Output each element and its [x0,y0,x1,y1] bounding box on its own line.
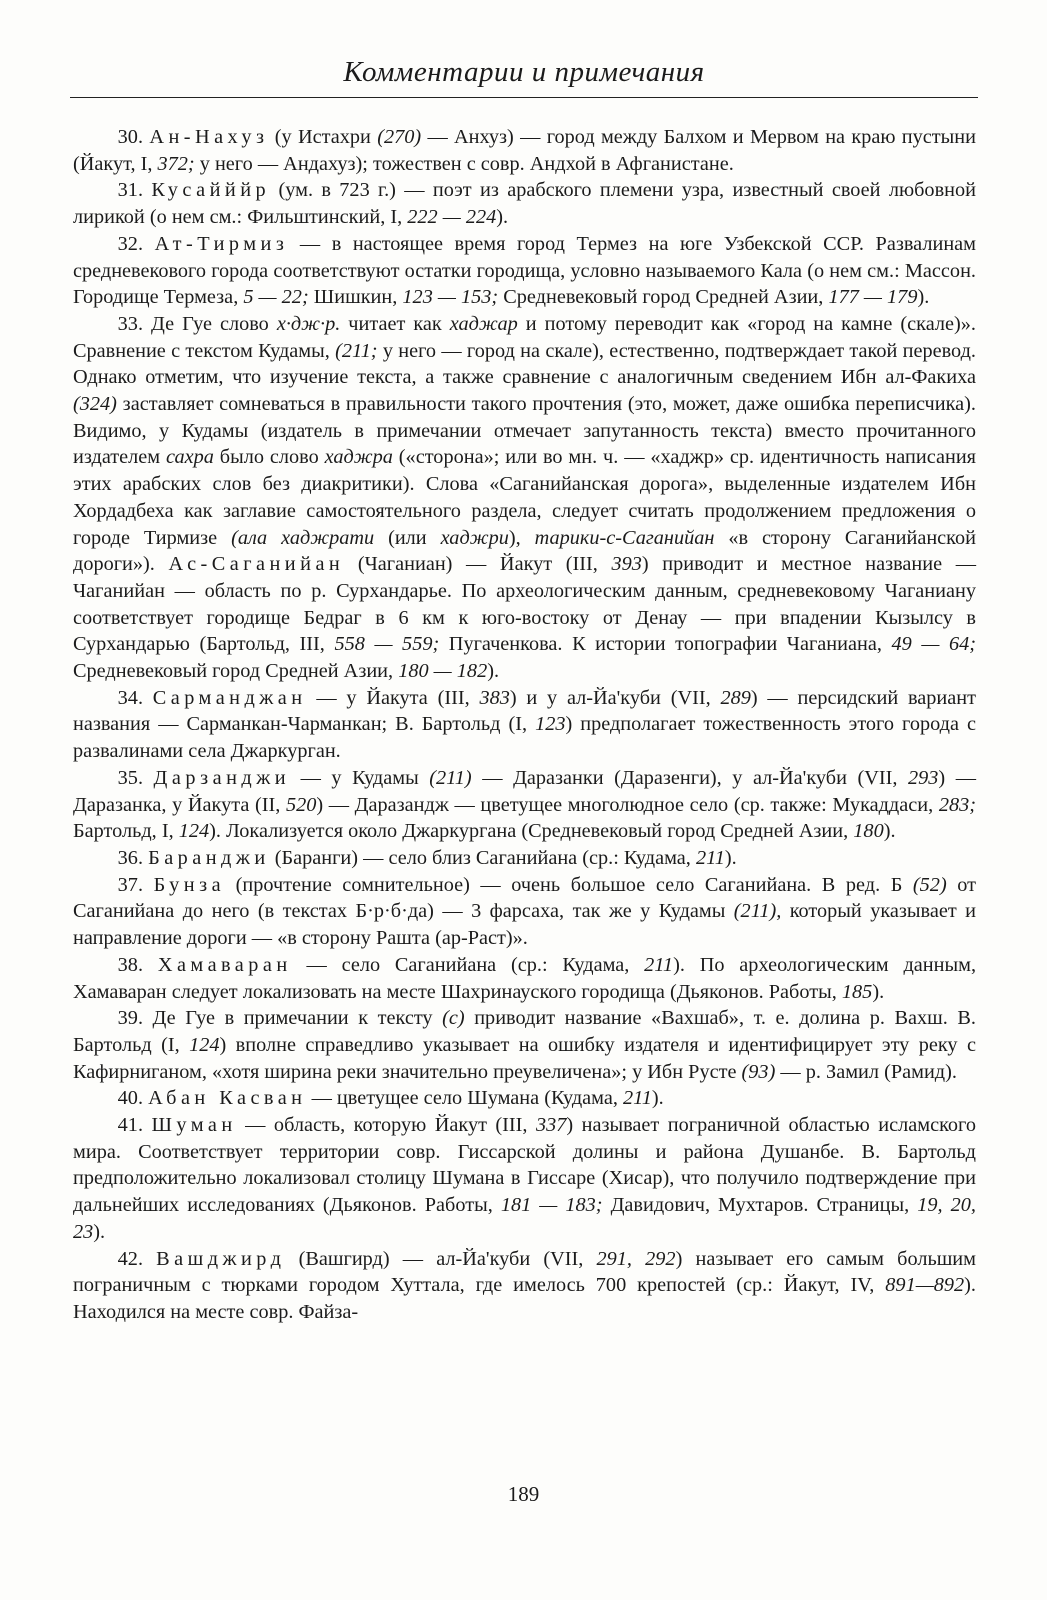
note-citation: 891—892 [885,1274,965,1297]
note-citation: (с) [442,1007,465,1030]
note-citation: 222 — 224 [407,206,497,229]
note-citation: 123 [535,713,566,736]
note-text: ). [724,846,737,869]
note-text: ). [487,660,500,683]
note-text: — Анхуз) — город между Балхом и Мервом на краю пустыни (Йакут, I, [73,126,977,175]
note-citation: 337 [535,1114,567,1137]
note-citation: 211 [695,846,725,869]
note-citation: (270) [377,126,422,148]
note-text: ). [93,1220,106,1243]
note-text: Пугаченкова. К истории топографии Чаганиана, [439,633,892,656]
note-term: Ас-Саганийан [168,553,345,576]
note-text: («сторона»; или во мн. ч. — «хаджр» ср. идентичность написания этих арабских слов без диакритики). Слова «Саганийанская дорога», выделенные издателем Ибн Хордадбеха как заглавие самостоятельного раздела, следует считать продолжением предложения о городе Тирмизе [73,446,977,549]
note-text: было слово [213,446,325,469]
note-citation: 211 [622,1087,652,1110]
note-citation: 181 — 183; [500,1194,603,1217]
note-citation: (52) [912,873,947,896]
note-citation: 177 — 179 [828,286,918,309]
note-text: (Баранги) — село близ Саганийана (ср.: Кудама, [269,846,696,869]
header-rule [70,97,978,98]
note-text: (ум. в 723 г.) — поэт из арабского племени узра, известный своей любовной лирикой (о нем см.: Фильштинский, I, [73,179,976,229]
note-text: 34. [117,686,153,709]
note-citation: 283; [938,793,977,816]
note-citation: сахра [166,446,214,469]
note-text: заставляет сомневаться в правильности такого прочтения (это, может, даже ошибка переписчика). Видимо, у Кудамы (издатель в примечании отмечает запутанность текста) вместо прочитанного издателем [73,393,976,469]
note-39 [73,1005,976,1085]
note-text: у него — город на скале), естественно, подтверждает такой перевод. Однако отметим, что изучение текста, а также сравнение с аналогичным сведением Ибн ал-Факиха [73,339,976,389]
note-text: Давидович, Мухтаров. Страницы, [602,1194,918,1217]
notes-body [73,124,976,1326]
note-citation: тарики-с-Саганийан [534,526,715,549]
note-citation: 291, 292 [596,1247,676,1270]
note-text: 41. [117,1114,152,1137]
note-text: ). [917,286,930,309]
note-term: Абан Касван [148,1087,307,1110]
note-citation: 19, 20, 23 [73,1194,976,1243]
note-text: 31. [117,179,152,202]
page-number: 189 [507,1482,540,1506]
note-citation: 211 [644,953,674,976]
note-38 [73,952,976,1005]
note-text: читает как [340,312,450,335]
note-text: (или [374,526,441,549]
note-text: 40. [117,1087,149,1110]
note-term: Хамаваран [157,953,292,976]
note-citation: 180 — 182 [398,660,488,683]
note-text: — у Кудамы [290,766,430,789]
note-citation: 372; [157,152,195,175]
note-text: ). [496,206,509,229]
note-text: ). Находился на месте совр. Файза- [73,1274,976,1323]
note-33 [73,311,976,685]
note-text: 38. [117,953,158,976]
note-text: (у Истахри [268,126,378,148]
running-header: Комментарии и примечания [343,56,705,88]
note-citation: 124 [178,820,210,843]
note-text: Средневековый город Средней Азии, [498,286,829,309]
note-text: ). Локализуется около Джаркургана (Средневековый город Средней Азии, [209,820,854,843]
note-citation: 393 [611,553,642,576]
note-citation: (211; [335,339,378,362]
note-text: ) — Даразандж — цветущее многолюдное село (ср. также: Мукаддаси, [316,793,939,816]
note-citation: 289 [720,686,751,709]
note-34 [73,685,976,765]
note-text: ) предполагает тожественность этого города с развалинами села Джаркурган. [73,713,976,763]
note-30 [73,124,976,177]
note-text: 36. [117,846,149,869]
note-citation: (93) [741,1060,776,1083]
note-citation: хаджра [324,446,393,469]
note-text: 42. [117,1247,157,1270]
note-citation: хаджар [449,312,518,335]
note-41 [73,1112,976,1246]
note-text: — Даразанки (Даразенги), у ал-Йа'куби (VII, [471,766,908,789]
note-text: Бартольд, I, [73,820,179,843]
note-text: Шишкин, [308,286,403,309]
note-text: ) — Даразанка, у Йакута (II, [73,766,976,816]
note-text: ) и у ал-Йа'куби (VII, [509,686,721,709]
note-text: ) приводит и местное название — Чаганийан — область по р. Сурхандарье. По археологическим данным, средневековому Чаганиану соответствует городище Бедраг в 6 км к юго-востоку от Денау — при впадении Кызылсу в Сурхандарью (Бартольд, III, [73,553,976,656]
note-36 [73,845,976,872]
note-text: — р. Замил (Рамид). [775,1060,957,1083]
note-text: ). [883,820,896,843]
note-term: Ан-Нахуз [149,126,269,148]
note-31 [73,177,976,230]
note-35 [73,765,976,845]
note-42 [73,1246,976,1326]
note-citation: 123 — 153; [402,286,499,309]
note-text: 30. [117,126,150,148]
note-text: ). [651,1087,664,1110]
note-text: ) — персидский вариант названия — Сарманкан-Чарманкан; В. Бартольд (I, [73,686,977,736]
note-text: ) вполне справедливо указывает на ошибку издателя и идентифицирует эту реку с Кафирниганом, «хотя ширина реки значительно преувеличена»; у Ибн Русте [73,1033,976,1083]
note-text: — у Йакута (III, [306,686,480,709]
note-citation: 383 [479,686,510,709]
note-text: ) называет пограничной областью исламского мира. Соответствует территории совр. Гиссарской долины и района Душанбе. В. Бартольд предположительно локализовал столицу Шумана в Гиссаре (Хисар), что получило подтверждение при дальнейших исследованиях (Дьяконов. Работы, [73,1114,976,1217]
note-text: у него — Андахуз); тожествен с совр. Андхой в Афганистане. [194,152,734,175]
note-text: 32. [117,232,155,255]
note-term: Вашджирд [156,1247,286,1270]
note-citation: 180 [853,820,884,843]
note-text: ) называет его самым большим пограничным с тюрками городом Хуттала, где имелось 700 крепостей (ср.: Йакут, IV, [73,1247,976,1297]
note-citation: хаджри [440,526,509,549]
note-citation: 124 [189,1033,220,1056]
note-text: — область, которую Йакут (III, [236,1114,536,1137]
note-text: и потому переводит как «город на камне (скале)». Сравнение с текстом Кудамы, [73,312,976,362]
note-text: от Саганийана до него (в текстах Б·р·б·да) — 3 фарсаха, так же у Кудамы [73,873,976,923]
note-text: (Чаганиан) — Йакут (III, [344,553,612,576]
note-text: 35. [117,766,154,789]
note-citation: 49 — 64; [891,633,976,656]
note-term: Шуман [151,1114,237,1137]
note-32 [73,231,976,311]
note-citation: 293 [908,766,939,789]
note-citation: (324) [73,393,117,416]
note-citation: 520 [285,793,317,816]
note-text: ). [872,980,885,1003]
note-citation: (211) [429,766,472,789]
note-term: Сарманджан [152,686,307,709]
note-term: Дарзанджи [153,766,291,789]
note-term: Бунза [153,873,226,896]
note-citation: (ала хаджрати [231,526,375,549]
note-text: «в сторону Саганийанской дороги»). [73,526,976,576]
note-term: Ат-Тирмиз [154,232,289,255]
note-text: который указывает и направление дороги — «в сторону Рашта (ар-Раст)». [73,900,977,950]
note-text: (Вашгирд) — ал-Йа'куби (VII, [285,1247,597,1270]
note-text: ). По археологическим данным, Хамаваран следует локализовать на месте Шахринауского городища (Дьяконов. Работы, [73,953,977,1003]
note-citation: (211), [733,900,782,923]
note-text: приводит название «Вахшаб», т. е. долина р. Вахш. В. Бартольд (I, [73,1007,977,1056]
note-citation: 5 — 22; [243,286,309,309]
note-citation: 558 — 559; [334,633,440,656]
note-40 [73,1085,976,1112]
note-citation: 185 [841,980,873,1003]
note-text: — цветущее село Шумана (Кудама, [306,1087,623,1110]
note-text: 33. Де Гуе слово [117,312,277,335]
note-text: 39. Де Гуе в примечании к тексту [117,1007,443,1030]
note-text: — село Саганийана (ср.: Кудама, [291,953,645,976]
note-term: Кусайййр [151,179,271,202]
note-text: (прочтение сомнительное) — очень большое село Саганийана. В ред. Б [225,873,913,896]
note-citation: х·дж·р. [276,312,341,335]
note-text: 37. [117,873,154,896]
note-term: Баранджи [148,846,270,869]
note-text: Средневековый город Средней Азии, [73,660,399,683]
note-text: — в настоящее время город Термез на юге Узбекской ССР. Развалинам средневекового города соответствуют остатки городища, условно называемого Кала (о нем см.: Массон. Городище Термеза, [73,232,977,309]
note-text: ), [508,526,535,549]
note-37 [73,872,976,952]
